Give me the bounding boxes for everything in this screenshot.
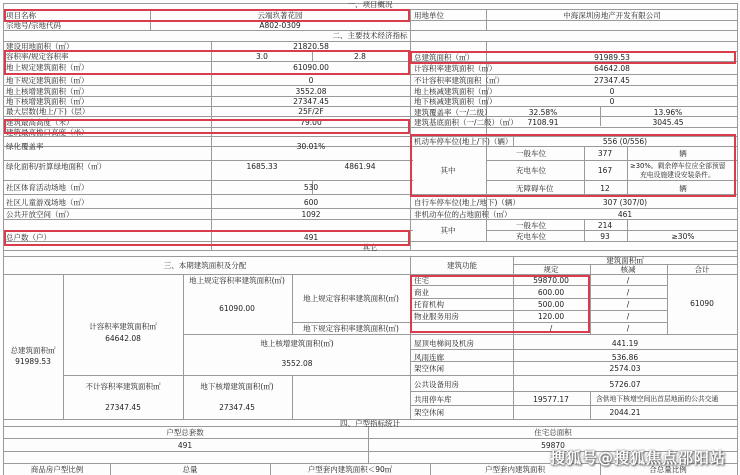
far-label: 容积率/规定容积率 xyxy=(6,52,69,61)
parking-charging-value: 167 xyxy=(597,166,613,175)
open-space-label: 公共开放空间（㎡） xyxy=(6,210,74,219)
nfa-gfa-label: 不计容积率建筑面积（㎡） xyxy=(414,76,504,85)
use-residential: 住宅 xyxy=(414,276,429,285)
developer-label: 用地单位 xyxy=(414,11,444,20)
parking-accessible-unit: 辆 xyxy=(679,184,687,193)
above-reduction-value: 0 xyxy=(609,87,615,96)
green-coverage-label: 绿化覆盖率 xyxy=(6,142,44,151)
core-item-open-value: 2574.03 xyxy=(609,364,641,373)
households-label: 总户数（户） xyxy=(6,233,51,242)
above-reg-label: 地上规定容积率建筑面积(㎡) xyxy=(189,276,285,285)
playground-value: 600 xyxy=(303,198,319,207)
bike-general-label: 一般车位 xyxy=(516,221,546,230)
under-reg-area-value: 0 xyxy=(308,76,314,85)
under-reg-area-label: 地下规定建筑面积（㎡） xyxy=(6,76,89,85)
use-property: 物业服务用房 xyxy=(414,312,459,321)
bottom-header-small: 户型套内建筑面积＜90㎡ xyxy=(307,465,393,474)
car-parking-value: 556 (0/556) xyxy=(602,137,648,146)
header-total: 合计 xyxy=(694,265,710,274)
far-required-value: 2.8 xyxy=(354,52,366,61)
header-reduction: 核减 xyxy=(620,265,636,274)
households-total-value: 491 xyxy=(177,441,193,450)
coverage-label: 建筑覆盖率（一/二级） xyxy=(414,108,492,117)
use-commercial-value: 600.00 xyxy=(537,288,565,297)
header-regulated: 规定 xyxy=(543,265,559,274)
bottom-header-area: 户型套内建筑面积 xyxy=(485,465,545,474)
nfa-area-label: 不计容积率建筑面积㎡ xyxy=(85,382,161,391)
fa-gfa-label: 计容积率建筑面积（㎡） xyxy=(414,64,497,73)
parking-general-label: 一般车位 xyxy=(516,149,546,158)
bike-parking-value: 307 (307/0) xyxy=(602,198,648,207)
far-value: 3.0 xyxy=(256,52,268,61)
playground-label: 社区儿童游戏场地（㎡） xyxy=(6,198,89,207)
above-core-area-value: 3552.08 xyxy=(295,87,327,96)
above-reg-area-label: 地上规定建筑面积（㎡） xyxy=(6,63,89,72)
uses-total: 61090 xyxy=(690,299,714,308)
parking-charging-label: 充电车位 xyxy=(516,166,546,175)
under-core-value: 27347.45 xyxy=(219,403,255,412)
parcel-label: 宗地号/宗地代码 xyxy=(6,21,62,30)
garage-label: 共用停车库 xyxy=(414,395,452,404)
max-floors-value: 25F/2F xyxy=(298,107,324,116)
max-height-value: 79.00 xyxy=(300,118,322,127)
bike-general-value: 214 xyxy=(597,221,613,230)
above-core-value: 3552.08 xyxy=(281,359,313,368)
bottom-header-total: 总量 xyxy=(182,465,198,474)
open-space-value: 1092 xyxy=(301,210,321,219)
open-space-area-label: 架空休闲 xyxy=(414,408,444,417)
use-underground-core: / xyxy=(626,324,630,333)
use-commercial: 商业 xyxy=(414,288,429,297)
total-area-value: 91989.53 xyxy=(15,357,51,366)
under-core-label: 地下核增建筑面积(㎡) xyxy=(200,382,274,391)
watermark: 搜狐号@搜狐焦点邵阳站 xyxy=(549,449,726,467)
parking-accessible-label: 无障碍车位 xyxy=(516,184,554,193)
nonmotor-area-value: 461 xyxy=(617,210,633,219)
highlight-uses xyxy=(410,275,590,333)
public-equipment-label: 公共设备用房 xyxy=(414,380,459,389)
nfa-area-value: 27347.45 xyxy=(105,403,141,412)
above-reg-value: 61090.00 xyxy=(219,304,255,313)
highlight-site-far xyxy=(4,50,410,75)
core-item-open: 架空休闲 xyxy=(414,364,444,373)
garage-note: 含供地下核增空间出首层地面的公共交通 xyxy=(596,395,719,403)
parcel-value: A802-0309 xyxy=(259,21,301,30)
core-item-corridor: 风雨连廊 xyxy=(414,353,444,362)
section1-title: 一、项目概况 xyxy=(347,0,393,9)
highlight-project-name xyxy=(4,9,410,22)
above-core-label: 地上核增建筑面积(㎡) xyxy=(260,339,334,348)
sports-area-label: 社区体育活动场地（㎡） xyxy=(6,183,89,192)
max-floors-label: 最大层数(地上/下)（层） xyxy=(6,107,90,116)
use-childcare-core: / xyxy=(626,300,630,309)
function-header: 建筑功能 xyxy=(447,261,477,270)
coverage-value-2: 13.96% xyxy=(653,108,683,117)
footprint-value-1: 7108.91 xyxy=(527,118,559,127)
public-equipment-value: 5726.07 xyxy=(609,380,641,389)
coverage-value-1: 32.58% xyxy=(528,108,558,117)
nonmotor-area-label: 非机动车位的占地面积（㎡） xyxy=(414,210,512,219)
above-reduction-label: 地上核减建筑面积（㎡） xyxy=(414,87,497,96)
garage-value: 19577.17 xyxy=(533,395,569,404)
households-total-label: 户型总套数 xyxy=(166,428,204,437)
bike-charging-note: ≥30% xyxy=(671,232,695,241)
bike-group-label: 其中 xyxy=(440,226,456,235)
developer-value: 中海深圳房地产开发有限公司 xyxy=(563,11,661,20)
green-coverage-value: 30.01% xyxy=(296,142,326,151)
under-reduction-label: 地下核减建筑面积（㎡） xyxy=(414,97,497,106)
households-value: 491 xyxy=(303,233,319,242)
above-core-area-label: 地上核增建筑面积（㎡） xyxy=(6,87,89,96)
total-area-label: 总建筑面积㎡ xyxy=(10,346,56,355)
core-item-corridor-value: 536.86 xyxy=(611,353,639,362)
use-childcare-value: 500.00 xyxy=(537,300,565,309)
use-property-core: / xyxy=(626,312,630,321)
nfa-gfa-value: 27347.45 xyxy=(594,76,630,85)
site-area-value: 21820.58 xyxy=(293,42,329,51)
parking-general-value: 377 xyxy=(597,149,613,158)
highlight-parking xyxy=(410,134,736,197)
residential-area-value: 59870 xyxy=(541,441,565,450)
green-area-converted-value: 4861.94 xyxy=(344,162,376,171)
highlight-households xyxy=(4,230,410,246)
project-name-value: 云端玖著花园 xyxy=(257,11,303,20)
under-reduction-value: 0 xyxy=(609,97,615,106)
parking-accessible-value: 12 xyxy=(600,184,610,193)
footprint-label: 建筑基底面积（一/二级）（㎡） xyxy=(414,118,518,127)
parking-charging-note-1: ≥30%。剩余停车位应全部预留 xyxy=(630,162,726,170)
bike-charging-label: 充电车位 xyxy=(516,232,546,241)
green-area-value: 1685.33 xyxy=(246,162,278,171)
total-gfa-label: 总建筑面积（㎡） xyxy=(414,53,474,62)
highlight-max-floors xyxy=(4,119,410,134)
use-property-value: 120.00 xyxy=(537,312,565,321)
green-area-label: 绿化面积/折算绿地面积（㎡） xyxy=(6,162,107,171)
fa-gfa-value: 64642.08 xyxy=(594,64,630,73)
project-name-label: 项目名称 xyxy=(6,11,36,20)
use-childcare: 托育机构 xyxy=(414,300,444,309)
bike-charging-value: 93 xyxy=(600,232,610,241)
site-area-label: 建设用地面积（㎡） xyxy=(6,42,74,51)
section3-title: 三、本期建筑面积及分配 xyxy=(163,261,247,270)
car-parking-label: 机动车停车位(地上/下)（辆） xyxy=(414,137,513,146)
open-space-area-value: 2044.21 xyxy=(609,408,641,417)
bottom-header-ratio: 商品房户型比例 xyxy=(30,465,84,474)
under-core-area-label: 地下核增建筑面积（㎡） xyxy=(6,97,89,106)
bottom-header-share: 合总量比例 xyxy=(649,465,687,474)
total-gfa-value: 91989.53 xyxy=(594,53,630,62)
sports-area-value: 530 xyxy=(303,183,319,192)
above-reg-label-2: 地上规定容积率建筑面积(㎡) xyxy=(303,294,399,303)
under-reg-label: 地下规定容积率建筑面积(㎡) xyxy=(303,324,399,333)
bike-parking-label: 自行车停车位(地上/地下)（辆） xyxy=(414,198,520,207)
use-residential-value: 59870.00 xyxy=(533,276,569,285)
above-reg-area-value: 61090.00 xyxy=(293,63,329,72)
eave-height-label: 建筑最高檐口高度（米） xyxy=(6,128,89,137)
use-residential-core: / xyxy=(626,276,630,285)
highlight-total-gfa xyxy=(410,51,736,64)
residential-area-label: 住宅总面积 xyxy=(534,428,572,437)
core-item-roof-value: 441.19 xyxy=(611,339,639,348)
parking-group-label: 其中 xyxy=(440,166,456,175)
parking-general-unit: 辆 xyxy=(679,149,687,158)
under-core-area-value: 27347.45 xyxy=(293,97,329,106)
fa-area-value: 64642.08 xyxy=(105,334,141,343)
other-title: 其它 xyxy=(362,243,378,252)
parking-charging-note-2: 充电设施建设安装条件。 xyxy=(640,171,715,179)
footprint-value-2: 3045.45 xyxy=(652,118,684,127)
core-item-roof: 屋顶电梯间及机房 xyxy=(414,339,474,348)
section2-title: 二、主要技术经济指标 xyxy=(332,31,408,40)
max-height-label: 建筑最高高度（米） xyxy=(6,118,74,127)
fa-area-label: 计容积率建筑面积㎡ xyxy=(89,322,157,331)
section4-title: 四、户型指标统计 xyxy=(340,419,400,428)
area-header: 建筑面积㎡ xyxy=(606,256,644,265)
use-commercial-core: / xyxy=(626,288,630,297)
use-underground-value: / xyxy=(549,324,553,333)
